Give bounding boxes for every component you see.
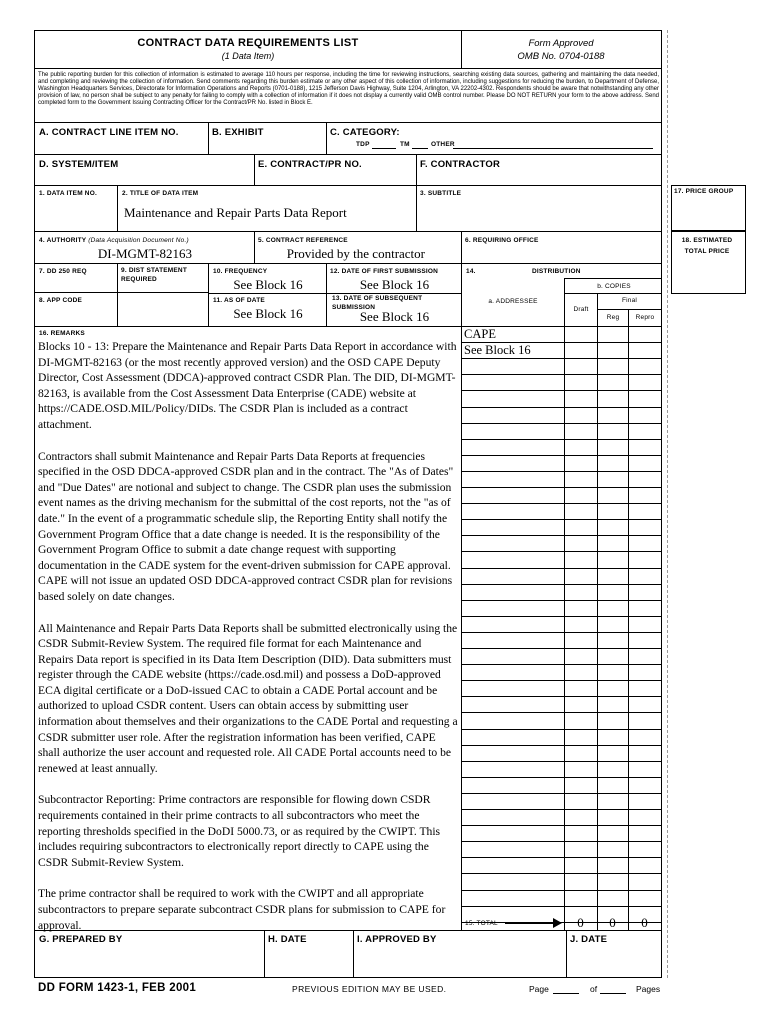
remarks-paragraph: All Maintenance and Repair Parts Data Reports shall be submitted electronically using the CSDR Submit-Review System. The required file format for each Maintenance and Repairs Data report is specified in its Data Item Description (DID). Data submitters must register through the CADE website (https://cade.osd.mil) and possess a DoD-approved ECA digital certificate or a DoD-issued CAC to obtain a CADE Portal account and be authorized to upload CSDR content. Users can obtain access by submitting user information about themselves and their organizations to the CADE Portal and requesting a CSDR submitter user role. After the registration information has been verified, CAPE shall authorize the user account and requested role. All CADE Portal accounts need to be renewed at least annually. (38, 621, 458, 775)
reg-label: Reg (606, 314, 620, 321)
row-line (34, 930, 662, 931)
distribution-row-line (461, 390, 661, 391)
distribution-row-line (461, 729, 661, 730)
subsequent-submission-label: 13. DATE OF SUBSEQUENT SUBMISSION (332, 295, 423, 311)
category-label: C. CATEGORY: (330, 127, 400, 138)
divider (208, 263, 209, 326)
distribution-addressee-1[interactable]: CAPE (464, 327, 496, 341)
remarks-label: 16. REMARKS (39, 330, 85, 337)
distribution-row-line (461, 841, 661, 842)
distribution-row-line (461, 632, 661, 633)
authority-value[interactable]: DI-MGMT-82163 (97, 246, 193, 261)
divider (208, 122, 209, 154)
divider (597, 326, 598, 930)
page-number-field[interactable] (553, 993, 579, 994)
row-line (597, 309, 662, 310)
form-number: DD FORM 1423-1, FEB 2001 (38, 982, 197, 994)
row-line (34, 154, 662, 155)
pages-label: Pages (636, 984, 661, 994)
approved-by-label: I. APPROVED BY (357, 934, 437, 945)
distribution-row-line (461, 374, 661, 375)
divider (117, 263, 118, 326)
margin-rule (667, 30, 668, 978)
total-label: 15. TOTAL (465, 920, 498, 927)
distribution-row-line (461, 809, 661, 810)
first-submission-value[interactable]: See Block 16 (359, 277, 430, 292)
distribution-row-line (461, 503, 661, 504)
distribution-row-line (461, 873, 661, 874)
distribution-row-line (461, 664, 661, 665)
other-label: OTHER (431, 141, 455, 148)
as-of-date-label: 11. AS OF DATE (213, 297, 265, 304)
divider (628, 326, 629, 930)
approved-date-label: J. DATE (570, 934, 608, 945)
final-label: Final (621, 297, 638, 304)
distribution-row-line (461, 535, 661, 536)
header-bottom-line (34, 68, 662, 69)
divider (326, 122, 327, 154)
row-line (564, 293, 662, 294)
distribution-row-line (461, 906, 661, 907)
previous-edition-note: PREVIOUS EDITION MAY BE USED. (292, 984, 447, 994)
distribution-row-line (461, 423, 661, 424)
other-field[interactable] (453, 148, 653, 149)
divider (566, 930, 567, 978)
as-of-date-value[interactable]: See Block 16 (233, 306, 303, 321)
row-line (34, 231, 662, 232)
divider (564, 278, 565, 326)
burden-statement: The public reporting burden for this collection of information is estimated to average 110 hours per response, including the time for reviewing instructions, searching existing data sources, gathering and maintaining the data needed, and completing and reviewing the collection of information. Send comments regarding this burden estimate or any other aspect of this collection of information, including suggestions for reducing the burden, to Department of Defense, Washington Headquarters Services, Directorate for Information Operations and Reports (0701-0188), 1215 Jefferson Davis Highway, Suite 1204, Arlington, VA 22202-4302. Respondents should be aware that notwithstanding any other provision of law, no person shall be subject to any penalty for failing to comply with a collection of information if it does not display a currently valid OMB control number. Please DO NOT RETURN your form to the above address. Send completed form to the Government Issuing Contracting Officer for the Contract/PR No. listed in Block E. (38, 72, 659, 106)
distribution-row-line (461, 407, 661, 408)
arrow-shaft (505, 923, 557, 924)
divider (117, 185, 118, 231)
distribution-row-line (461, 455, 661, 456)
copies-label: b. COPIES (597, 283, 631, 290)
authority-label-text: 4. AUTHORITY (39, 237, 87, 244)
contractor-label: F. CONTRACTOR (420, 159, 501, 170)
total-draft: 0 (577, 915, 584, 930)
divider (353, 930, 354, 978)
total-repro: 0 (641, 915, 648, 930)
row-line (34, 292, 208, 293)
distribution-row-line (461, 712, 661, 713)
requiring-office-label: 6. REQUIRING OFFICE (465, 237, 539, 244)
page-label: Page (529, 984, 549, 994)
distribution-row-line (461, 648, 661, 649)
distribution-row-line (461, 519, 661, 520)
distribution-row-line (461, 745, 661, 746)
divider (264, 930, 265, 978)
dd250-label: 7. DD 250 REQ (39, 268, 87, 275)
distribution-row-line (461, 584, 661, 585)
distribution-row-line (461, 680, 661, 681)
divider (461, 231, 462, 263)
row-line (564, 278, 662, 279)
tdp-label: TDP (356, 141, 370, 148)
row-line (34, 326, 662, 327)
remarks-body (38, 339, 458, 949)
omb-number: OMB No. 0704-0188 (517, 51, 605, 62)
form-approved: Form Approved (528, 38, 594, 49)
distribution-label: DISTRIBUTION (532, 268, 581, 275)
prepared-date-label: H. DATE (268, 934, 307, 945)
header-divider (461, 30, 462, 68)
estimated-price-label: 18. ESTIMATED TOTAL PRICE (681, 237, 733, 255)
distribution-row-line (461, 890, 661, 891)
contract-reference-label: 5. CONTRACT REFERENCE (258, 237, 348, 244)
data-item-no-label: 1. DATA ITEM NO. (39, 190, 97, 197)
divider (461, 326, 462, 930)
contract-reference-value[interactable]: Provided by the contractor (286, 246, 425, 261)
tm-label: TM (400, 141, 410, 148)
form-title: CONTRACT DATA REQUIREMENTS LIST (137, 37, 359, 49)
divider (461, 263, 462, 326)
repro-label: Repro (635, 314, 655, 321)
exhibit-label: B. EXHIBIT (212, 127, 264, 138)
distribution-addressee-2[interactable]: See Block 16 (464, 343, 531, 357)
distribution-row-line (461, 761, 661, 762)
tm-field[interactable] (412, 148, 428, 149)
distribution-row-line (461, 358, 661, 359)
title-of-data-item-value[interactable]: Maintenance and Repair Parts Data Report (124, 205, 347, 220)
distribution-row-line (461, 551, 661, 552)
divider (416, 154, 417, 185)
contract-line-item-label: A. CONTRACT LINE ITEM NO. (39, 127, 179, 138)
price-group-label: 17. PRICE GROUP (674, 188, 734, 195)
tdp-field[interactable] (372, 148, 396, 149)
distribution-row-line (461, 616, 661, 617)
authority-label (39, 237, 189, 244)
block-14-label: 14. (466, 268, 476, 275)
distribution-row-line (461, 696, 661, 697)
row-line (34, 185, 662, 186)
draft-label: Draft (573, 306, 589, 313)
distribution-row-line (461, 568, 661, 569)
app-code-label: 8. APP CODE (39, 297, 83, 304)
remarks-paragraph: Blocks 10 - 13: Prepare the Maintenance and Repair Parts Data Report in accordance with DI-MGMT-82163 (or the most recently approved version) and the OSD CAPE Deputy Director, Cost Assessment (DDCA)-approved contract CSDR Plan. The DID, DI-MGMT-82163, is available from the Cost Assessment Data Enterprise (CADE) website at https://CADE.OSD.MIL/Policy/DIDs. The CSDR Plan is included as a contract attachment. (38, 340, 457, 431)
system-item-label: D. SYSTEM/ITEM (39, 159, 119, 170)
remarks-paragraph: The prime contractor shall be required to work with the CWIPT and all appropriate subcontractors to prepare separate subcontract CSDR plans for submission to CAPE for approval. (38, 887, 446, 932)
remarks-paragraph: Contractors shall submit Maintenance and Repair Parts Data Reports at frequencies specified in the OSD DDCA-approved CSDR plan and in the contract. The "As of Dates" and "Due Dates" are notional and subject to change. The CSDR plan uses the submission event names as the driving mechanism for the submittal of the cost reports, not the "as of date." In the event of a programmatic schedule slip, the Reporting Entity shall notify the Government Program Office that a date change is needed. It is the responsibility of the Government Program Office to submit a date change request with supporting documentation in the CADE system for the event-driven submission for CAPE approval. CAPE will not issue an updated OSD DDCA-approved contract CSDR plan for revisions based solely on date changes. (38, 449, 454, 603)
subtitle-label: 3. SUBTITLE (420, 190, 462, 197)
authority-note: (Data Acquisition Document No.) (88, 237, 189, 244)
contract-pr-label: E. CONTRACT/PR NO. (258, 159, 362, 170)
frequency-value[interactable]: See Block 16 (233, 277, 303, 292)
arrow-right-icon (553, 918, 562, 928)
total-reg: 0 (609, 915, 616, 930)
dist-statement-label: 9. DIST STATEMENT REQUIRED (121, 267, 187, 283)
distribution-row-line (461, 487, 661, 488)
distribution-row-line (461, 793, 661, 794)
divider (416, 185, 417, 231)
divider (326, 263, 327, 326)
burden-bottom-line (34, 122, 662, 123)
distribution-row-line (461, 600, 661, 601)
prepared-by-label: G. PREPARED BY (39, 934, 123, 945)
addressee-label: a. ADDRESSEE (488, 298, 538, 305)
distribution-row-line (461, 825, 661, 826)
page-total-field[interactable] (600, 993, 626, 994)
distribution-row-line (461, 777, 661, 778)
divider (254, 231, 255, 263)
distribution-row-line (461, 471, 661, 472)
remarks-paragraph: Subcontractor Reporting: Prime contractors are responsible for flowing down CSDR requirements contained in their prime contracts to all subcontractors who meet the reporting thresholds specified in the DoDI 5000.73, or as required by the CWIPT. This includes requiring subcontractors to electronically report directly to CAPE using the CSDR Submit-Review System. (38, 793, 441, 869)
of-label: of (590, 984, 598, 994)
divider (254, 154, 255, 185)
distribution-row-line (461, 857, 661, 858)
title-of-data-item-label: 2. TITLE OF DATA ITEM (122, 190, 199, 197)
row-line (34, 263, 662, 264)
divider (564, 326, 565, 930)
form-subtitle: (1 Data Item) (221, 51, 275, 61)
frequency-label: 10. FREQUENCY (213, 268, 268, 275)
distribution-row-line (461, 439, 661, 440)
subsequent-submission-value[interactable]: See Block 16 (359, 309, 430, 324)
first-submission-label: 12. DATE OF FIRST SUBMISSION (330, 268, 439, 275)
